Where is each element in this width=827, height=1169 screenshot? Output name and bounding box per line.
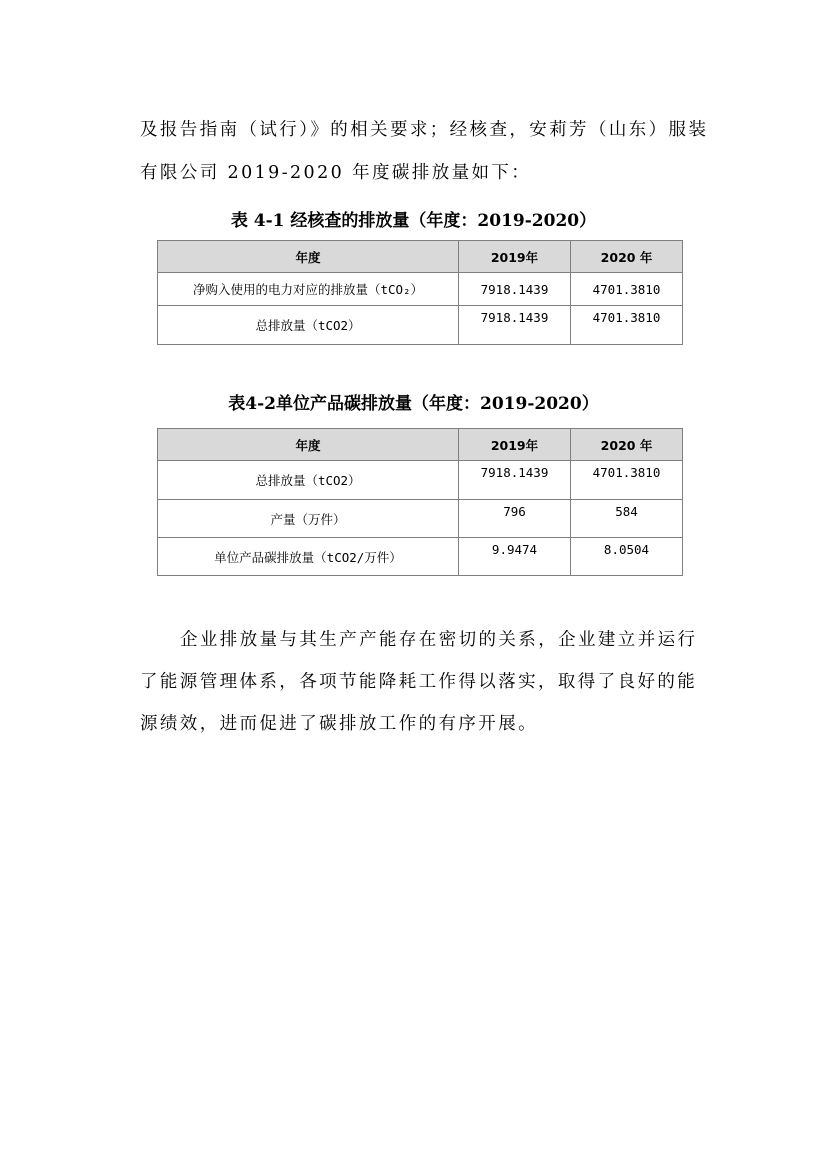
table-cell: 7918.1439 (459, 306, 571, 345)
table-cell: 4701.3810 (571, 461, 683, 500)
table1-header-row (158, 241, 683, 273)
table-cell: 4701.3810 (571, 273, 683, 306)
column-header: 2020 年 (571, 241, 683, 273)
table-row (158, 538, 683, 576)
column-header: 2019年 (459, 429, 571, 461)
table-cell: 7918.1439 (459, 273, 571, 306)
paragraph-line-1: 及报告指南（试行）》的相关要求；经核查，安莉芳（山东）服装 (140, 120, 709, 140)
table-row (158, 461, 683, 500)
closing-paragraph: 企业排放量与其生产产能存在密切的关系，企业建立并运行了能源管理体系，各项节能降耗工作得以落实，取得了良好的能源绩效，进而促进了碳排放工作的有序开展。 (140, 630, 698, 734)
table2-header-row (158, 429, 683, 461)
table-cell: 8.0504 (571, 538, 683, 576)
table-cell: 796 (459, 500, 571, 538)
column-header: 2019年 (459, 241, 571, 273)
table-cell: 4701.3810 (571, 306, 683, 345)
row-label: 产量（万件） (158, 500, 459, 538)
column-header: 年度 (158, 429, 459, 461)
table-row (158, 306, 683, 345)
table1 (157, 240, 683, 345)
table2-caption: 表4-2单位产品碳排放量（年度：2019-2020） (228, 394, 599, 414)
column-header: 2020 年 (571, 429, 683, 461)
row-label: 净购入使用的电力对应的排放量（tCO₂） (158, 273, 459, 306)
row-label: 总排放量（tCO2） (158, 306, 459, 345)
paragraph-line-2: 有限公司 2019-2020 年度碳排放量如下： (140, 163, 532, 183)
table-row (158, 500, 683, 538)
column-header: 年度 (158, 241, 459, 273)
table-row (158, 273, 683, 306)
table-cell: 7918.1439 (459, 461, 571, 500)
row-label: 总排放量（tCO2） (158, 461, 459, 500)
table2 (157, 428, 683, 576)
table-cell: 9.9474 (459, 538, 571, 576)
row-label: 单位产品碳排放量（tCO2/万件） (158, 538, 459, 576)
table-cell: 584 (571, 500, 683, 538)
table1-caption: 表 4-1 经核查的排放量（年度：2019-2020） (230, 211, 597, 231)
